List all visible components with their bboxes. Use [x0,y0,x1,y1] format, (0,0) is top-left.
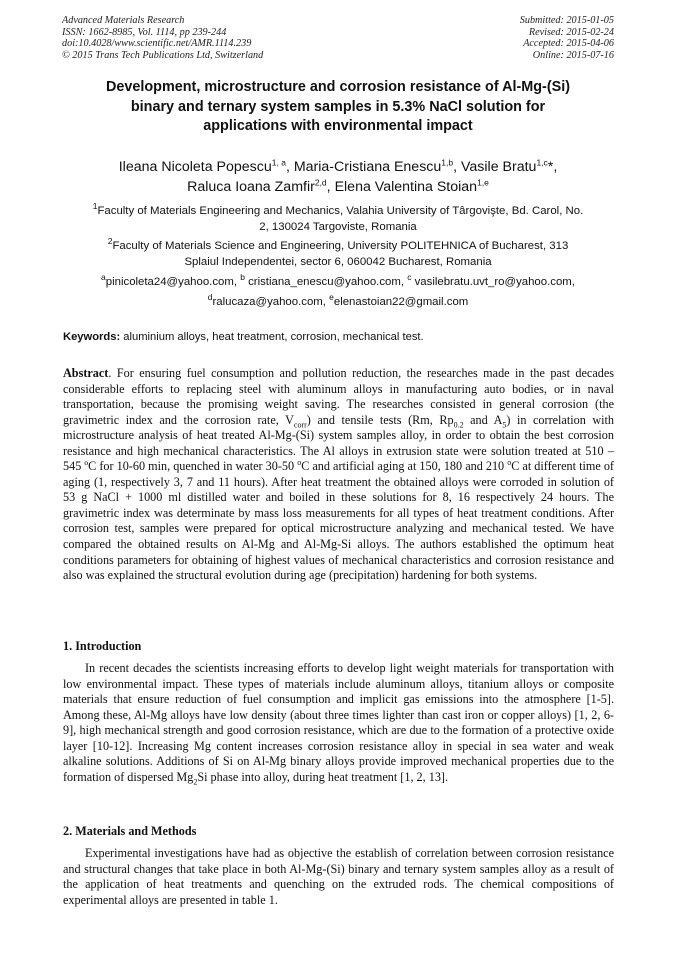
affiliation-text: Faculty of Materials Science and Engineering, University POLITEHNICA of Bucharest, 313 [112,240,569,252]
keywords-text: aluminium alloys, heat treatment, corrosion, mechanical test. [120,331,424,343]
intro-text: In recent decades the scientists increasing efforts to develop light weight materials for transportation with low environmental impact. These types of materials include aluminum alloys, titanium alloys or composite materials that ensure reduction of fuel consumption and implicit gas emissions into the atmosphere [1-5]. Among these, Al-Mg alloys have low density (about three times lighter than cast iron or copper alloys) [1, 2, 6-9], high mechanical strength and good corrosion resistance, which are due to the formation of a protective oxide layer [10-12]. Increasing Mg content increases corrosion resistance alloy in special in sea water and weak alkaline solutions. Additions of Si on Al-Mg binary alloys provide improved mechanical properties due to the formation of dispersed Mg [63,661,614,784]
abstract-text: ) and tensile tests (Rm, Rp [306,412,454,427]
email-link[interactable]: cristiana_enescu@yahoo.com, [244,276,408,288]
email-link[interactable]: ralucaza@yahoo.com, [212,295,330,308]
author-sup: 1,e [477,177,489,188]
abstract [63,366,614,584]
copyright-line: © 2015 Trans Tech Publications Ltd, Switzerland [62,49,264,61]
title-line: Development, microstructure and corrosion resistance of Al-Mg-(Si) [105,79,571,95]
superscript: o [507,458,512,468]
abstract-text: C at different time of aging (1, respectively 3, 7 and 11 hours). After heat treatment the obtained alloys were corroded in solution of 53 g NaCl + 1000 ml distilled water and boiled in these solutions for 8, 16 respectively 24 hours. The gravimetric index was determinate by mass loss measurements for all types of heat treatment conditions. After corrosion test, samples were prepared for optical microstructure analyzing and mechanical tested. We have compared the obtained results on Al-Mg and Al-Mg-Si alloys. The authors established the optimum heat conditions parameters for obtaining of highest values of mechanical characteristics and corrosion resistance and also was explained the structural evolution during age (precipitation) hardening for both systems. [63,459,614,583]
author-name: Vasile Bratu [461,159,537,175]
revised-date: Revised: 2015-02-24 [528,26,614,38]
email-link[interactable]: elenastoian22@gmail.com [333,295,469,308]
subscript: corr [293,420,307,430]
journal-info [62,15,263,61]
title-line: binary and ternary system samples in 5.3% NaCl solution for [130,98,546,115]
section-heading-methods: 2. Materials and Methods [63,824,197,838]
section-heading-introduction: 1. Introduction [63,639,142,653]
email-link[interactable]: pinicoleta24@yahoo.com, [105,276,241,288]
affiliation-sup: 2 [107,236,113,247]
date-info [520,15,614,61]
abstract-text: ) in correlation with microstructure analysis of heat treated Al-Mg-(Si) system samples alloy, in order to obtain the best corrosion resistance and high mechanical characteristics. The Al alloys in extrusion state were solution treated at 510 – 545 ºC for 10-60 min, quenched in water 30-50 [63,412,615,474]
submitted-date: Submitted: 2015-01-05 [519,15,614,26]
abstract-label: Abstract [63,366,109,380]
subscript: 0.2 [453,420,464,430]
superscript: o [297,458,302,468]
author-sup: 1,b [441,157,454,168]
email-sup: b [240,272,245,283]
author-sup: 2,d [314,177,327,188]
subscript: 2 [193,777,198,787]
author-list: Ileana Nicoleta Popescu$^{1, a}$, Maria-Cristiana Enescu$^{1,b}$, Vasile Bratu$^{1,c}$*, Raluca Ioana Zamfir$^{2,d}$, Elena Valentina Stoian$^{1,e}$ [118,157,558,195]
keywords [63,331,618,343]
paper-title [60,78,616,137]
abstract-text: C and artificial aging at 150, 180 and 210 [301,459,508,474]
author-name: Elena Valentina Stoian [334,179,478,195]
email-sup: a [101,272,106,283]
methods-text: Experimental investigations have had as objective the establish of correlation between corrosion resistance and structural changes that take place in both Al-Mg-(Si) binary and ternary system samples alloy as a result of the application of heat treatments and quenching on the extruded rods. The chemical compositions of experimental alloys are presented in table 1. [63,846,614,907]
email-link[interactable]: vasilebratu.uvt_ro@yahoo.com, [411,276,575,288]
author-name: Maria-Cristiana Enescu [293,159,442,175]
doi-line: doi:10.4028/www.scientific.net/AMR.1114.239 [62,38,252,50]
introduction-paragraph [63,661,614,785]
email-sup: e [329,291,334,302]
email-sup: c [407,272,412,283]
affiliation-1 [60,201,616,235]
subscript: 5 [502,420,507,430]
author-sup: 1, a [271,157,286,168]
issn-line: ISSN: 1662-8985, Vol. 1114, pp 239-244 [62,26,227,38]
journal-name: Advanced Materials Research [62,15,185,26]
online-date: Online: 2015-07-16 [532,49,614,61]
methods-paragraph [63,846,614,908]
accepted-date: Accepted: 2015-04-06 [523,38,614,50]
email-sup: d [207,291,213,302]
intro-text: Si phase into alloy, during heat treatment [1, 2, 13]. [197,769,449,784]
title-line: applications with environmental impact [203,118,473,134]
affiliation-sup: 1 [92,201,98,212]
affiliation-text: Faculty of Materials Engineering and Mechanics, Valahia University of Târgovişte, Bd. Carol, No. [97,205,584,217]
author-name: Raluca Ioana Zamfir [187,179,315,195]
author-sup: 1,c [536,157,548,168]
keywords-label: Keywords: [63,331,121,343]
author-name: Ileana Nicoleta Popescu [118,159,272,175]
affiliation-text: 2, 130024 Targoviste, Romania [259,220,417,233]
abstract-text: and A [463,412,503,427]
email-list [60,272,616,310]
affiliation-text: Splaiul Independentei, sector 6, 060042 Bucharest, Romania [184,255,492,268]
affiliation-2 [60,236,616,270]
abstract-text: . For ensuring fuel consumption and pollution reduction, the researches made in the past decades considerable efforts to replacing steel with aluminum alloys in manufacturing auto bodies, or in naval transportation, because the promising weight saving. The researches consisted in general corrosion (the gravimetric index and the corrosion rate, V [63,366,614,427]
